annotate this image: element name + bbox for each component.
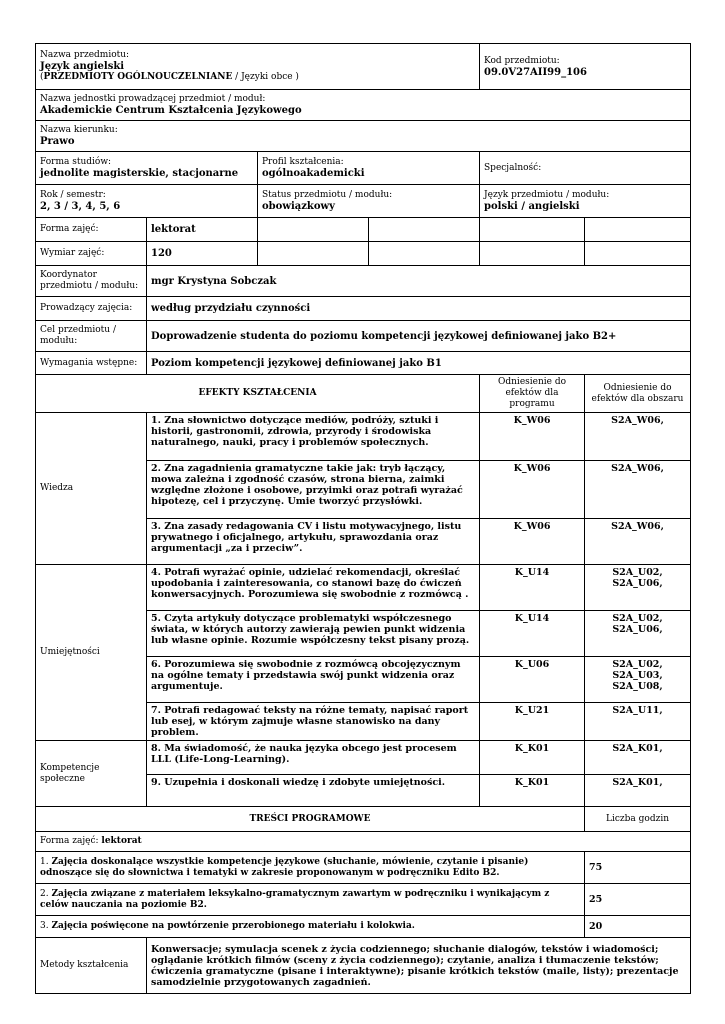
subject-value: Język angielski — [40, 61, 125, 72]
classes-label: Forma zajęć: — [36, 218, 147, 242]
year-value: 2, 3 / 3, 4, 5, 6 — [40, 201, 121, 212]
effect-program: K_U06 — [480, 657, 585, 703]
row-subject — [36, 44, 691, 90]
effects-col-program: Odniesienie do efektów dla programu — [480, 375, 585, 413]
req-value: Poziom kompetencji językowej definiowanej jako B1 — [147, 352, 691, 375]
content-item — [36, 884, 691, 916]
effect-text: 4. Potrafi wyrażać opinie, udzielać rekomendacji, określać upodobania i zainteresowania, co stanowi bazę do ćwiczeń konwersacyjnych. Porozumiewa się swobodnie z rozmówcą . — [147, 565, 480, 611]
effect-area: S2A_U11, — [585, 703, 691, 741]
content-item-text — [36, 884, 585, 916]
profile-value: ogólnoakademicki — [262, 168, 365, 179]
subject-cell — [36, 44, 480, 90]
unit-label: Nazwa jednostki prowadzącej przedmiot / moduł: — [40, 94, 266, 104]
content-item-body: Zajęcia poświęcone na powtórzenie przerobionego materiału i kolokwia. — [51, 921, 415, 931]
content-item-hours: 20 — [585, 916, 691, 938]
content-form-value: lektorat — [101, 836, 142, 846]
code-cell — [480, 44, 691, 90]
methods-value: Konwersacje; symulacja scenek z życia codziennego; słuchanie dialogów, tekstów i wiadomości; oglądanie krótkich filmów (sceny z życia codziennego); czytanie, analiza i tłumaczenie tekstów; ćwiczenia gramatyczne (pisane i interaktywne); pisanie krótkich tekstów (maile, listy); prezentacje samodzielnie przygotowanych zagadnień. — [147, 938, 691, 994]
effect-text: 1. Zna słownictwo dotyczące mediów, podróży, sztuki i historii, gastronomii, zdrowia, przyrody i środowiska naturalnego, nauki, pracy i problemów społecznych. — [147, 413, 480, 461]
code-value: 09.0V27AII99_106 — [484, 66, 587, 78]
effect-row — [36, 741, 691, 775]
goal-label: Cel przedmiotu / modułu: — [36, 321, 147, 352]
effect-program: K_U21 — [480, 703, 585, 741]
row-teacher — [36, 297, 691, 321]
effect-area: S2A_K01, — [585, 775, 691, 807]
form-value: jednolite magisterskie, stacjonarne — [40, 168, 239, 179]
effects-header — [36, 375, 691, 413]
row-goal — [36, 321, 691, 352]
status-value: obowiązkowy — [262, 201, 335, 212]
subject-group: (PRZEDMIOTY OGÓLNOUCZELNIANE / Języki obce ) — [40, 72, 299, 82]
effect-program: K_W06 — [480, 519, 585, 565]
effects-title: EFEKTY KSZTAŁCENIA — [36, 375, 480, 413]
row-hours — [36, 242, 691, 266]
syllabus-page — [35, 43, 690, 994]
content-title: TREŚCI PROGRAMOWE — [36, 807, 585, 832]
effect-program: K_U14 — [480, 611, 585, 657]
code-label: Kod przedmiotu: — [484, 55, 560, 66]
effect-area: S2A_W06, — [585, 461, 691, 519]
subject-group-name: PRZEDMIOTY OGÓLNOUCZELNIANE — [43, 72, 233, 82]
row-coord — [36, 266, 691, 297]
row-form — [36, 152, 691, 185]
hours-value: 120 — [147, 242, 258, 266]
teacher-label: Prowadzący zajęcia: — [36, 297, 147, 321]
row-field — [36, 121, 691, 152]
effect-row — [36, 413, 691, 461]
content-item-num: 1. — [40, 856, 52, 867]
row-year — [36, 185, 691, 218]
year-label: Rok / semestr: — [40, 190, 106, 200]
effect-row — [36, 565, 691, 611]
content-form-prefix: Forma zajęć: — [40, 836, 102, 846]
content-item — [36, 916, 691, 938]
effect-program: K_K01 — [480, 741, 585, 775]
unit-value: Akademickie Centrum Kształcenia Językowego — [40, 105, 302, 116]
content-item-text — [36, 852, 585, 884]
row-req — [36, 352, 691, 375]
content-item-num: 2. — [40, 888, 52, 899]
goal-value: Doprowadzenie studenta do poziomu kompetencji językowej definiowanej jako B2+ — [147, 321, 691, 352]
teacher-value: według przydziału czynności — [147, 297, 691, 321]
content-item — [36, 852, 691, 884]
effect-text: 6. Porozumiewa się swobodnie z rozmówcą obcojęzycznym na ogólne tematy i przedstawia swój punkt widzenia oraz argumentuje. — [147, 657, 480, 703]
methods-label: Metody kształcenia — [36, 938, 147, 994]
lang-label: Język przedmiotu / modułu: — [484, 190, 610, 200]
effect-program: K_W06 — [480, 413, 585, 461]
classes-value: lektorat — [147, 218, 258, 242]
content-item-num: 3. — [40, 921, 52, 931]
group-social: Kompetencje społeczne — [36, 741, 147, 807]
effects-col-area: Odniesienie do efektów dla obszaru — [585, 375, 691, 413]
effect-area: S2A_U02, S2A_U03, S2A_U08, — [585, 657, 691, 703]
spec-label: Specjalność: — [484, 162, 542, 173]
effect-text: 5. Czyta artykuły dotyczące problematyki współczesnego świata, w których autorzy zawierają pewien punkt widzenia lub własne opinie. Rozumie współczesny tekst pisany prozą. — [147, 611, 480, 657]
content-hours-col: Liczba godzin — [585, 807, 691, 832]
effect-program: K_U14 — [480, 565, 585, 611]
content-item-body: Zajęcia związane z materiałem leksykalno-gramatycznym zawartym w podręczniku i wynikającym z celów nauczania na poziomie B2. — [40, 888, 550, 910]
content-form-row — [36, 832, 691, 852]
content-item-hours: 75 — [585, 852, 691, 884]
status-label: Status przedmiotu / modułu: — [262, 190, 393, 200]
effect-area: S2A_U02, S2A_U06, — [585, 565, 691, 611]
effect-area: S2A_W06, — [585, 519, 691, 565]
subject-group-suffix: / Języki obce ) — [232, 72, 299, 82]
field-label: Nazwa kierunku: — [40, 125, 118, 135]
group-skills: Umiejętności — [36, 565, 147, 741]
coord-value: mgr Krystyna Sobczak — [147, 266, 691, 297]
form-label: Forma studiów: — [40, 157, 112, 167]
content-item-text — [36, 916, 585, 938]
content-form — [36, 832, 691, 852]
effect-area: S2A_U02, S2A_U06, — [585, 611, 691, 657]
effect-text: 9. Uzupełnia i doskonali wiedzę i zdobyte umiejętności. — [147, 775, 480, 807]
row-unit — [36, 90, 691, 121]
hours-label: Wymiar zajęć: — [36, 242, 147, 266]
subject-label: Nazwa przedmiotu: — [40, 50, 130, 60]
effect-text: 3. Zna zasady redagowania CV i listu motywacyjnego, listu prywatnego i oficjalnego, artykułu, sprawozdania oraz argumentacji „za i przeciw”. — [147, 519, 480, 565]
effect-program: K_W06 — [480, 461, 585, 519]
effect-program: K_K01 — [480, 775, 585, 807]
field-value: Prawo — [40, 136, 75, 147]
row-classes — [36, 218, 691, 242]
effect-text: 2. Zna zagadnienia gramatyczne takie jak: tryb łączący, mowa zależna i zgodność czasów, strona bierna, zaimki względne złożone i osobowe, przyimki oraz potrafi wyrażać hipotezę, cel i przyczynę. Umie tworzyć przysłówki. — [147, 461, 480, 519]
content-header — [36, 807, 691, 832]
profile-label: Profil kształcenia: — [262, 157, 344, 167]
effect-area: S2A_W06, — [585, 413, 691, 461]
coord-label: Koordynator przedmiotu / modułu: — [36, 266, 147, 297]
lang-value: polski / angielski — [484, 201, 580, 212]
content-item-hours: 25 — [585, 884, 691, 916]
req-label: Wymagania wstępne: — [36, 352, 147, 375]
effect-text: 7. Potrafi redagować teksty na różne tematy, napisać raport lub esej, w którym zajmuje własne stanowisko na dany problem. — [147, 703, 480, 741]
group-knowledge: Wiedza — [36, 413, 147, 565]
effect-area: S2A_K01, — [585, 741, 691, 775]
syllabus-table — [35, 43, 691, 994]
content-item-body: Zajęcia doskonalące wszystkie kompetencje językowe (słuchanie, mówienie, czytanie i pisanie) odnoszące się do słownictwa i tematyki w zakresie proponowanym w podręczniku Edito B2. — [40, 856, 529, 878]
methods-row — [36, 938, 691, 994]
effect-text: 8. Ma świadomość, że nauka języka obcego jest procesem LLL (Life-Long-Learning). — [147, 741, 480, 775]
